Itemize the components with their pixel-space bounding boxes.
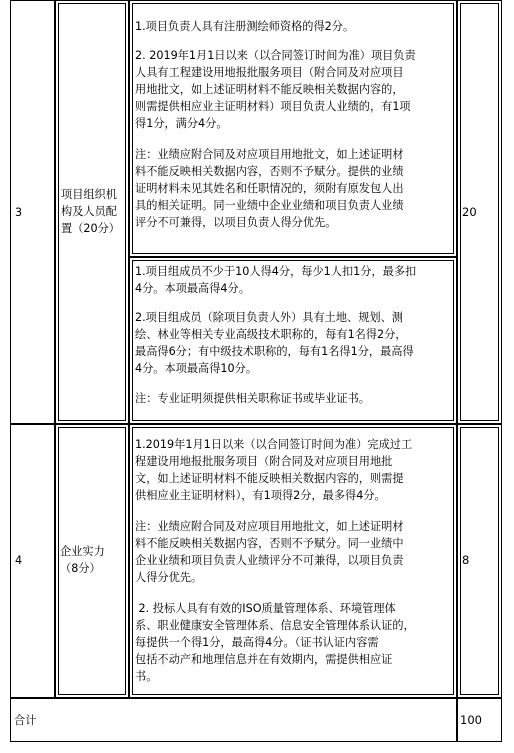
- r4-p1-l2: 程建设用地报批服务项目（附合同及对应项目用地批: [135, 455, 393, 468]
- r3b2-p2-l2: 绘、林业等相关专业高级技术职称的，每有1名得2分，: [135, 328, 407, 341]
- row-3-score: 20: [462, 205, 477, 219]
- r3b2-p2-l3: 最高得6分；有中级技术职称的，每有1名得1分，最高得: [135, 345, 414, 358]
- r3b1-p2-l4: 则需提供相应业主证明材料）项目负责人业绩的，有1项: [135, 100, 411, 113]
- r4-p2-l2: 料不能反映相关数据内容，否则不予赋分。同一业绩中: [135, 537, 404, 550]
- r4-p2-l4: 人得分优先。: [135, 571, 203, 584]
- r3b1-p3-l3: 证明材料未见其姓名和任职情况的，须附有原发包人出: [135, 182, 404, 195]
- total-label: 合计: [14, 714, 37, 727]
- r3b1-p2-l2: 人具有工程建设用地报批服务项目（附合同及对应项目: [135, 66, 404, 79]
- r3b2-p1-l2: 4分。本项最高得4分。: [135, 282, 250, 295]
- r3b1-p3-l2: 料不能反映相关数据内容，否则不予赋分。提供的业绩: [135, 165, 404, 178]
- r3b2-p2-l1: 2.项目组成员（除项目负责人外）具有土地、规划、测: [135, 311, 403, 324]
- r4-p3-l3: 每提供一个得1分，最高得4分。（证书认证内容需: [135, 636, 379, 649]
- r4-p2-l1: 注：业绩应附合同及对应项目用地批文，如上述证明材: [135, 520, 404, 533]
- row-4-score: 8: [462, 553, 470, 567]
- r3b1-p3-l1: 注：业绩应附合同及对应项目用地批文，如上述证明材: [135, 148, 404, 161]
- row-4-number: 4: [15, 554, 23, 567]
- r4-p1-l3: 文，如上述证明材料不能反映相关数据内容的，则需提: [135, 472, 404, 485]
- r4-p3-l2: 系、职业健康安全管理体系、信息安全管理体系认证的，: [135, 619, 415, 632]
- row-4-item-line-1: 企业实力: [60, 545, 105, 558]
- r3b1-p1-l1: 1.项目负责人具有注册测绘师资格的得2分。: [135, 20, 355, 33]
- r3b1-p3-l4: 具的相关证明。同一业绩中企业业绩和项目负责人业绩: [135, 199, 404, 212]
- r4-p3-l5: 书。: [135, 670, 158, 683]
- r4-p3-l4: 包括不动产和地理信息并在有效期内，需提供相应证: [135, 653, 393, 666]
- r3b1-p2-l3: 用地批文，如上述证明材料不能反映相关数据内容的，: [135, 83, 404, 96]
- r4-p2-l3: 企业业绩和项目负责人业绩评分不可兼得，以项目负责: [135, 554, 404, 567]
- total-label-cell: [10, 698, 457, 742]
- r3b2-p3-l1: 注：专业证明须提供相关职称证书或毕业证书。: [135, 392, 370, 405]
- row-3-item-line-2: 构及人员配: [61, 205, 117, 218]
- row-3-number: 3: [15, 206, 23, 219]
- r4-p3-l1: 2. 投标人具有有效的ISO质量管理体系、环境管理体: [135, 602, 396, 615]
- row-3-item-line-1: 项目组织机: [61, 188, 117, 201]
- r4-p1-l4: 供相应业主证明材料），有1项得2分，最多得4分。: [135, 489, 386, 502]
- r3b2-p1-l1: 1.项目组成员不少于10人得4分，每少1人扣1分，最多扣: [135, 265, 417, 278]
- row-4-item-line-2: （8分）: [60, 562, 101, 575]
- r3b2-p2-l4: 4分。本项最高得10分。: [135, 362, 258, 375]
- total-score: 100: [460, 713, 482, 727]
- r3b1-p2-l1: 2. 2019年1月1日以来（以合同签订时间为准）项目负责: [135, 49, 416, 62]
- r3b1-p3-l5: 评分不可兼得，以项目负责人得分优先。: [135, 216, 337, 229]
- row-3-item-line-3: 置（20分）: [61, 222, 120, 235]
- r4-p1-l1: 1.2019年1月1日以来（以合同签订时间为准）完成过工: [135, 438, 413, 451]
- r3b1-p2-l5: 得1分，满分4分。: [135, 117, 228, 130]
